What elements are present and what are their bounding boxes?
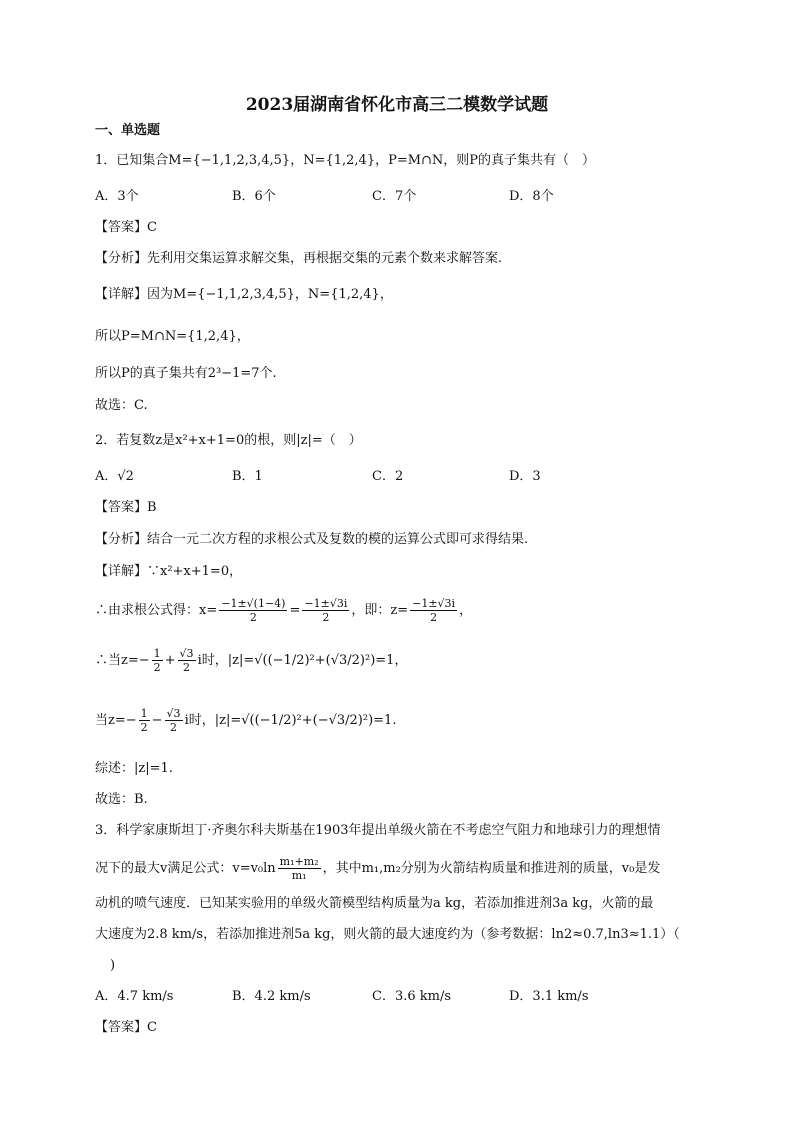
q3-answer: 【答案】C (95, 1020, 157, 1035)
q1-stem: 1．已知集合M={−1,1,2,3,4,5}，N={1,2,4}，P=M∩N，则P的真子集共有（ ） (95, 153, 596, 168)
q2-option-c: C．2 (372, 469, 404, 484)
case-2-frac-half (139, 707, 150, 734)
q3-line-2-suffix: ，其中m₁,m₂分别为火箭结构质量和推进剂的质量，v₀是发 (322, 861, 661, 876)
q3-option-d: D．3.1 km/s (509, 989, 589, 1004)
q3-fraction-den: m₁ (291, 869, 307, 882)
q2-option-a: A．√2 (95, 469, 134, 484)
q2-answer: 【答案】B (95, 500, 157, 515)
q1-option-c: C．7个 (372, 189, 417, 204)
case-1-frac-half (152, 647, 163, 674)
case-2-frac-sqrt3 (165, 707, 183, 734)
q3-option-c: C．3.6 km/s (372, 989, 452, 1004)
fraction-2-num: −1±√3i (304, 597, 348, 610)
q1-step-2: 所以P的真子集共有2³−1=7个. (95, 366, 277, 381)
fraction-3-den: 2 (430, 611, 438, 624)
formula-mid: ，即：z= (351, 603, 409, 618)
q2-detail: 【详解】∵x²+x+1=0， (95, 564, 243, 579)
case-2-tail: i时，|z|=√((−1/2)²+(−√3/2)²)=1. (184, 713, 397, 728)
q2-case-1: ∴当z=− $\frac{1}{2}$ + $\frac{√3}{2}$ i时，|z|=√((−1/2)²+(√3/2)²)=1， (95, 647, 408, 674)
q3-option-a: A．4.7 km/s (95, 989, 174, 1004)
q1-option-a: A．3个 (95, 189, 139, 204)
fraction-3 (410, 597, 457, 624)
half-den: 2 (140, 721, 148, 734)
q1-option-d: D．8个 (509, 189, 554, 204)
sqrt3-den: 2 (183, 661, 191, 674)
q1-step-1: 所以P=M∩N={1,2,4}， (95, 329, 250, 344)
q3-line-4: 大速度为2.8 km/s，若添加推进剂5a kg，则火箭的最大速度约为（参考数据：ln2≈0.7,ln3≈1.1）（ (95, 927, 680, 942)
q2-summary: 综述：|z|=1. (95, 761, 173, 776)
fraction-2-den: 2 (322, 611, 330, 624)
case-1-frac-sqrt3 (178, 647, 196, 674)
page-title: 2023届湖南省怀化市高三二模数学试题 (245, 95, 549, 115)
sqrt3-den: 2 (170, 721, 178, 734)
q3-fraction-num: m₁+m₂ (279, 855, 319, 868)
q1-answer: 【答案】C (95, 220, 157, 235)
q3-line-1: 3．科学家康斯坦丁·齐奥尔科夫斯基在1903年提出单级火箭在不考虑空气阻力和地球引力的理想情 (95, 823, 661, 838)
sqrt3-num: √3 (179, 647, 194, 660)
section-heading: 一、单选题 (95, 123, 161, 138)
fraction-1-den: 2 (249, 611, 257, 624)
fraction-1 (219, 597, 287, 624)
q2-choice: 故选：B. (95, 792, 148, 807)
fraction-3-num: −1±√3i (412, 597, 456, 610)
q1-choice: 故选：C. (95, 398, 148, 413)
q3-line-5: ) (110, 958, 116, 973)
q3-fraction (278, 855, 321, 882)
q3-line-3: 动机的喷气速度．已知某实验用的单级火箭模型结构质量为a kg，若添加推进剂3a kg，火箭的最 (95, 896, 654, 911)
q2-stem: 2．若复数z是x²+x+1=0的根，则|z|=（ ） (95, 433, 362, 448)
q2-formula: ∴由求根公式得：x= $\frac{-1\pm√(1-4)}{2}$ = $\frac{-1\pm√3i}{2}$ ，即：z= $\frac{-1\pm√3i}{2}$ ， (95, 597, 473, 624)
q3-line-2 (95, 852, 660, 886)
fraction-1-num: −1±√(1−4) (221, 597, 286, 610)
case-2-prefix: 当z=− (95, 713, 137, 728)
q2-case-2: 当z=− $\frac{1}{2}$ − $\frac{√3}{2}$ i时，|z|=√((−1/2)²+(−√3/2)²)=1. (95, 707, 397, 734)
q2-analysis: 【分析】结合一元二次方程的求根公式及复数的模的运算公式即可求得结果. (95, 532, 529, 547)
q2-option-b: B．1 (232, 469, 263, 484)
formula-prefix: ∴由求根公式得：x= (95, 603, 218, 618)
fraction-2 (302, 597, 349, 624)
q1-option-b: B．6个 (232, 189, 276, 204)
case-1-prefix: ∴当z=− (95, 653, 150, 668)
q3-option-b: B．4.2 km/s (232, 989, 311, 1004)
half-num: 1 (153, 647, 161, 660)
half-den: 2 (153, 661, 161, 674)
half-num: 1 (140, 707, 148, 720)
q3-line-2-prefix: 况下的最大v满足公式：v=v₀ln (95, 861, 276, 876)
sqrt3-num: √3 (166, 707, 181, 720)
q1-analysis: 【分析】先利用交集运算求解交集，再根据交集的元素个数来求解答案. (95, 251, 503, 266)
case-1-tail: i时，|z|=√((−1/2)²+(√3/2)²)=1， (197, 653, 408, 668)
q1-detail: 【详解】因为M={−1,1,2,3,4,5}，N={1,2,4}， (95, 287, 393, 302)
q2-option-d: D．3 (509, 469, 541, 484)
